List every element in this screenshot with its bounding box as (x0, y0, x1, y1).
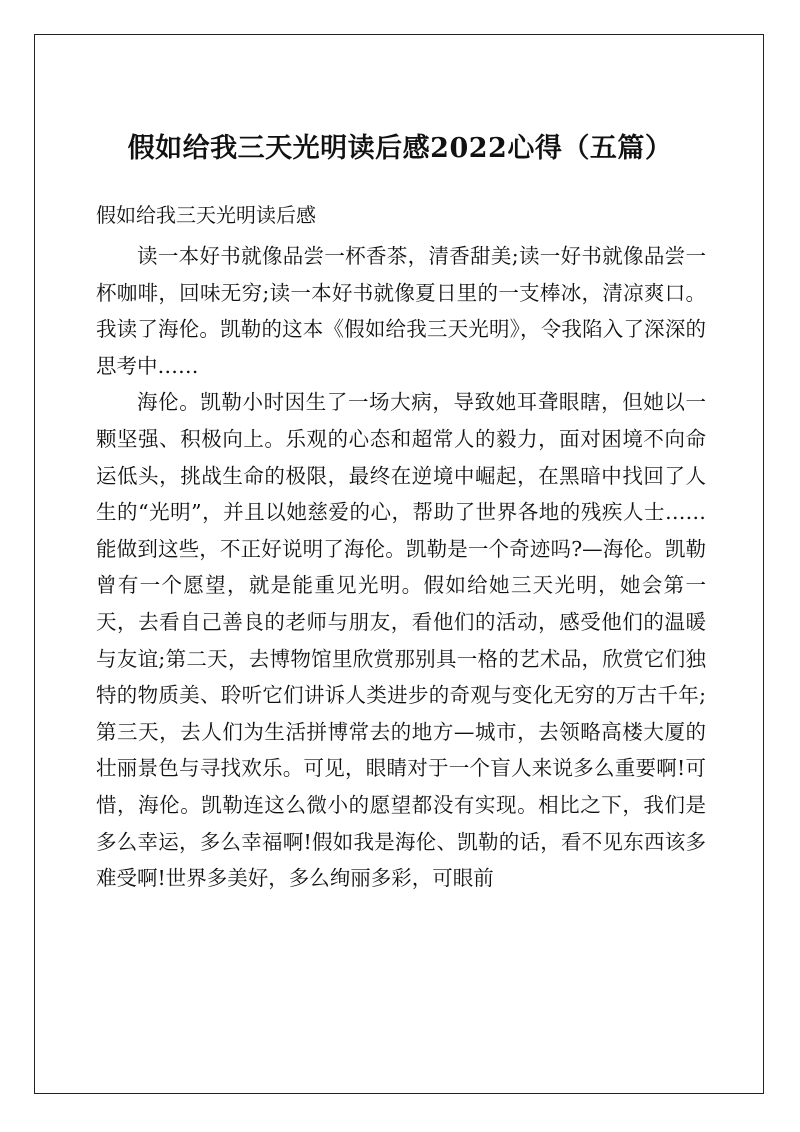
paragraph-1: 读一本好书就像品尝一杯香茶，清香甜美;读一好书就像品尝一杯咖啡，回味无穷;读一本好书就像夏日里的一支棒冰，清凉爽口。我读了海伦。凯勒的这本《假如给我三天光明》，令我陷入了深深的思考中…… (96, 244, 706, 378)
document-title: 假如给我三天光明读后感2022心得（五篇） (127, 133, 673, 164)
paragraph-2: 海伦。凯勒小时因生了一场大病，导致她耳聋眼瞎，但她以一颗坚强、积极向上。乐观的心态和超常人的毅力，面对困境不向命运低头，挑战生命的极限，最终在逆境中崛起，在黑暗中找回了人生的“光明”，并且以她慈爱的心，帮助了世界各地的残疾人士……能做到这些，不正好说明了海伦。凯勒是一个奇迹吗?—海伦。凯勒曾有一个愿望，就是能重见光明。假如给她三天光明，她会第一天，去看自己善良的老师与朋友，看他们的活动，感受他们的温暖与友谊;第二天，去博物馆里欣赏那别具一格的艺术品，欣赏它们独特的物质美、聆听它们讲诉人类进步的奇观与变化无穷的万古千年;第三天，去人们为生活拼博常去的地方—城市，去领略高楼大厦的壮丽景色与寻找欢乐。可见，眼睛对于一个盲人来说多么重要啊!可惜，海伦。凯勒连这么微小的愿望都没有实现。相比之下，我们是多么幸运，多么幸福啊!假如我是海伦、凯勒的话，看不见东西该多难受啊!世界多美好，多么绚丽多彩，可眼前 (96, 390, 706, 891)
section-heading: 假如给我三天光明读后感 (96, 203, 316, 227)
document-body (96, 238, 706, 897)
